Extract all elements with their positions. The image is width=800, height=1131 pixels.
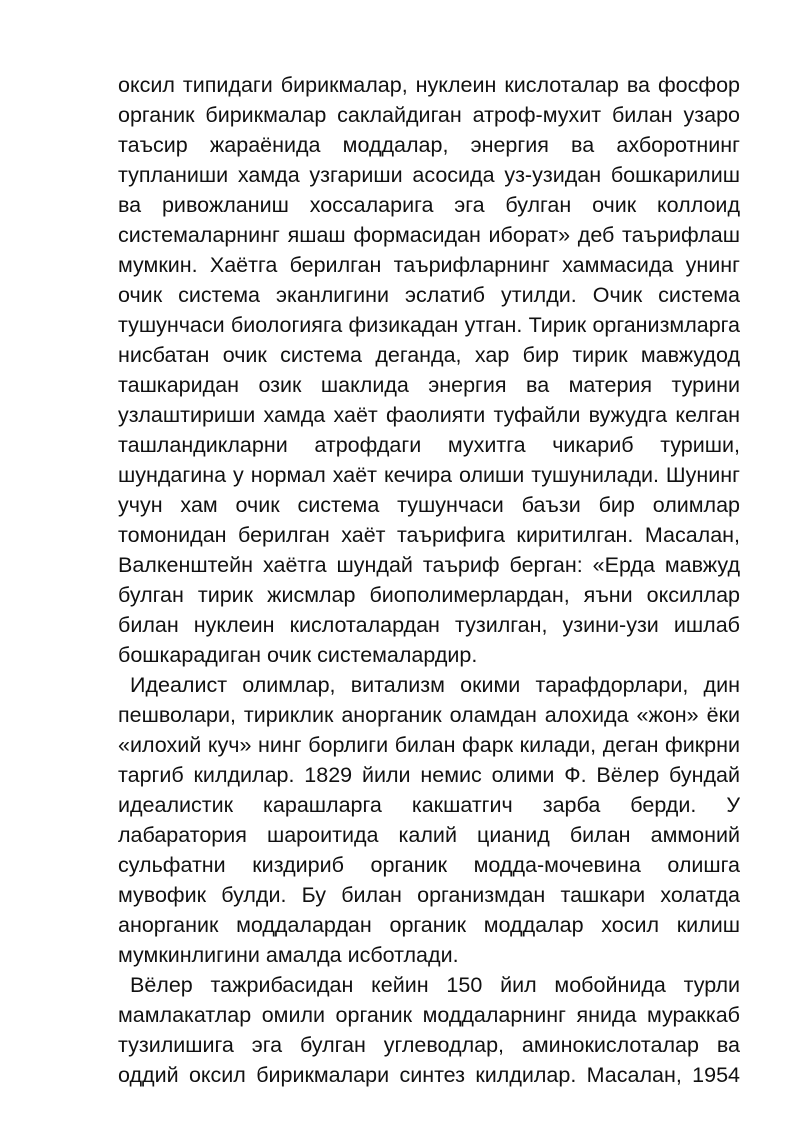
paragraph-first-line: Идеалист олимлар, витализм окими тарафдорлари, дин [130, 673, 740, 697]
document-page [118, 70, 740, 1090]
text-line: «илохий куч» нинг борлиги билан фарк килади, деган фикрни [118, 733, 740, 757]
text-line: таргиб килдилар. 1829 йили немис олими Ф. Вёлер бундай [118, 763, 740, 787]
text-line: тузилишига эга булган углеводлар, аминокислоталар ва [118, 1033, 740, 1057]
text-line: ва ривожланиш хоссаларига эга булган очик коллоид [118, 193, 740, 217]
paragraph-end-line: бошкарадиган очик системалардир. [118, 643, 478, 667]
text-line: системаларнинг яшаш формасидан иборат» деб таърифлаш [118, 223, 740, 247]
text-line: ташландикларни атрофдаги мухитга чикариб туриши, [118, 433, 740, 457]
text-line: оксил типидаги бирикмалар, нуклеин кислоталар ва фосфор [118, 73, 740, 97]
paragraph-first-line: Вёлер тажрибасидан кейин 150 йил мобойнида турли [130, 973, 740, 997]
text-line: таъсир жараёнида моддалар, энергия ва ахборотнинг [118, 133, 740, 157]
text-line: лабаратория шароитида калий цианид билан аммоний [118, 823, 740, 847]
text-line: булган тирик жисмлар биополимерлардан, яъни оксиллар [118, 583, 740, 607]
paragraph-end-line: мумкинлигини амалда исботлади. [118, 943, 459, 967]
text-line: билан нуклеин кислоталардан тузилган, узини-узи ишлаб [118, 613, 740, 637]
text-line: учун хам очик система тушунчаси баъзи бир олимлар [118, 493, 740, 517]
text-line: тушунчаси биологияга физикадан утган. Тирик организмларга [118, 313, 740, 337]
text-line: сульфатни киздириб органик модда-мочевина олишга [118, 853, 740, 877]
text-line: шундагина у нормал хаёт кечира олиши тушунилади. Шунинг [118, 463, 740, 487]
text-line: томонидан берилган хаёт таърифига киритилган. Масалан, [118, 523, 740, 547]
text-line: оддий оксил бирикмалари синтез килдилар. Масалан, 1954 [118, 1063, 740, 1087]
text-line: мувофик булди. Бу билан организмдан ташкари холатда [118, 883, 740, 907]
text-line: анорганик моддалардан органик моддалар хосил килиш [118, 913, 740, 937]
text-line: мамлакатлар омили органик моддаларнинг янида мураккаб [118, 1003, 740, 1027]
text-line: ташкаридан озик шаклида энергия ва материя турини [118, 373, 740, 397]
text-line: идеалистик карашларга какшатгич зарба берди. У [118, 793, 740, 817]
text-line: нисбатан очик система деганда, хар бир тирик мавжудод [118, 343, 740, 367]
text-line: Валкенштейн хаётга шундай таъриф берган: «Ерда мавжуд [118, 553, 740, 577]
text-line: тупланиши хамда узгариши асосида уз-узидан бошкарилиш [118, 163, 740, 187]
text-line: очик система эканлигини эслатиб утилди. Очик система [118, 283, 740, 307]
text-line: узлаштириши хамда хаёт фаолияти туфайли вужудга келган [118, 403, 740, 427]
text-line: мумкин. Хаётга берилган таърифларнинг хаммасида унинг [118, 253, 740, 277]
text-line: пешволари, тириклик анорганик оламдан алохида «жон» ёки [118, 703, 740, 727]
text-line: органик бирикмалар саклайдиган атроф-мухит билан узаро [118, 103, 740, 127]
